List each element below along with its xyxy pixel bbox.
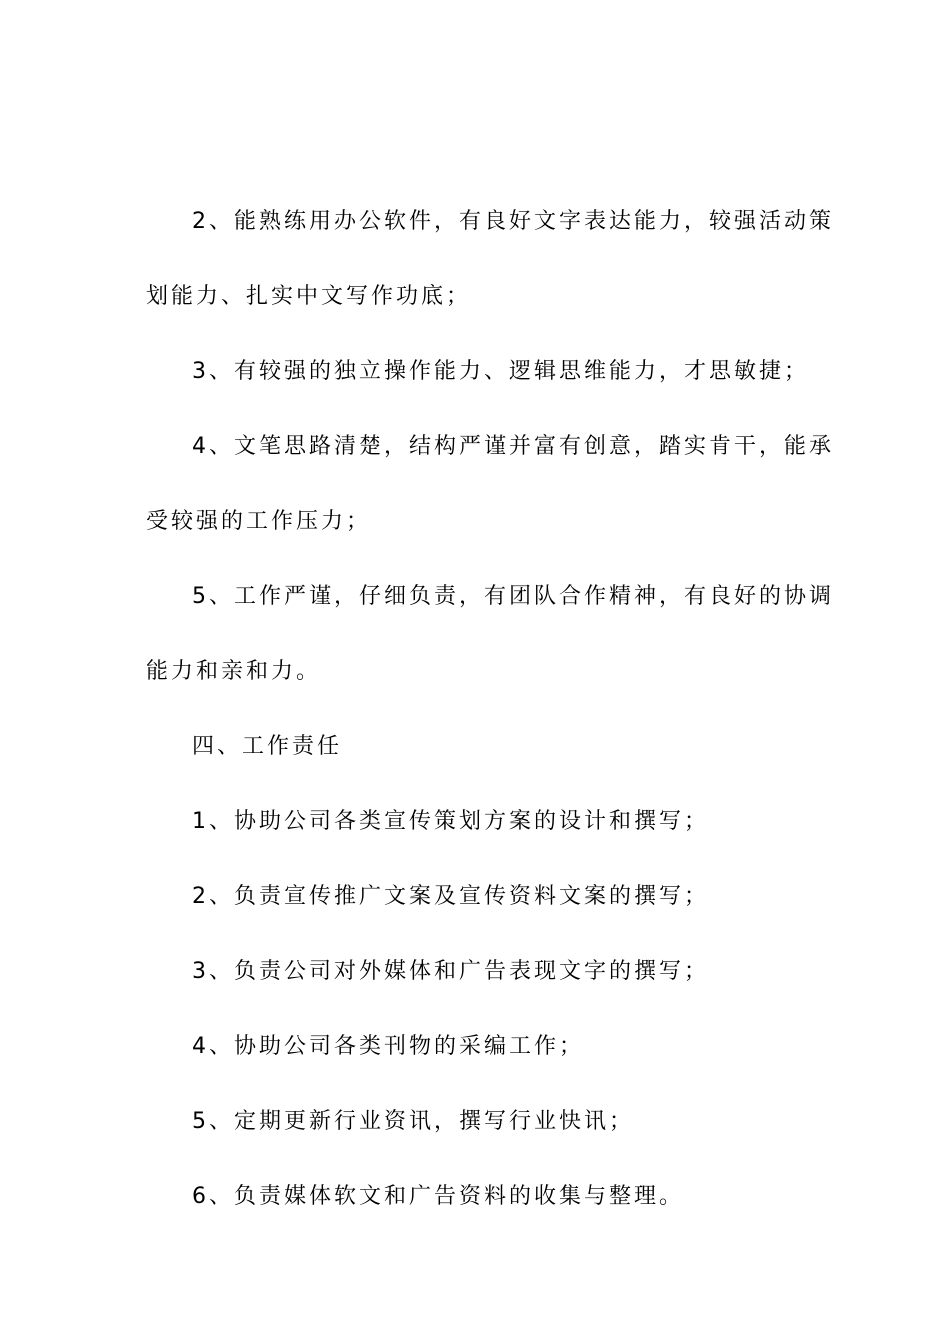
paragraph-line: 3、有较强的独立操作能力、逻辑思维能力，才思敏捷；	[192, 359, 809, 384]
paragraph-line: 划能力、扎实中文写作功底；	[146, 284, 472, 309]
paragraph-line: 1、协助公司各类宣传策划方案的设计和撰写；	[192, 809, 709, 834]
document-body	[146, 203, 834, 1216]
line-gap	[146, 541, 806, 579]
line-gap	[146, 316, 806, 354]
paragraph-line: 2、负责宣传推广文案及宣传资料文案的撰写；	[192, 884, 709, 909]
line-gap	[146, 691, 806, 729]
section-heading: 四、工作责任	[192, 734, 343, 759]
paragraph-line: 4、文笔思路清楚，结构严谨并富有创意，踏实肯干，能承	[192, 434, 834, 459]
paragraph-line: 2、能熟练用办公软件，有良好文字表达能力，较强活动策	[192, 209, 834, 234]
line-gap	[146, 1066, 806, 1104]
line-gap	[146, 391, 806, 429]
line-gap	[146, 766, 806, 804]
paragraph-line: 5、工作严谨，仔细负责，有团队合作精神，有良好的协调	[192, 584, 834, 609]
line-gap	[146, 841, 806, 879]
line-gap	[146, 466, 806, 504]
line-gap	[146, 991, 806, 1029]
paragraph-line: 4、协助公司各类刊物的采编工作；	[192, 1034, 584, 1059]
paragraph-line: 3、负责公司对外媒体和广告表现文字的撰写；	[192, 959, 709, 984]
paragraph-line: 能力和亲和力。	[146, 659, 322, 684]
line-gap	[146, 1141, 806, 1179]
paragraph-line: 受较强的工作压力；	[146, 509, 372, 534]
line-gap	[146, 916, 806, 954]
paragraph-line: 6、负责媒体软文和广告资料的收集与整理。	[192, 1184, 684, 1209]
paragraph-line: 5、定期更新行业资讯，撰写行业快讯；	[192, 1109, 634, 1134]
line-gap	[146, 616, 806, 654]
line-gap	[146, 241, 806, 279]
